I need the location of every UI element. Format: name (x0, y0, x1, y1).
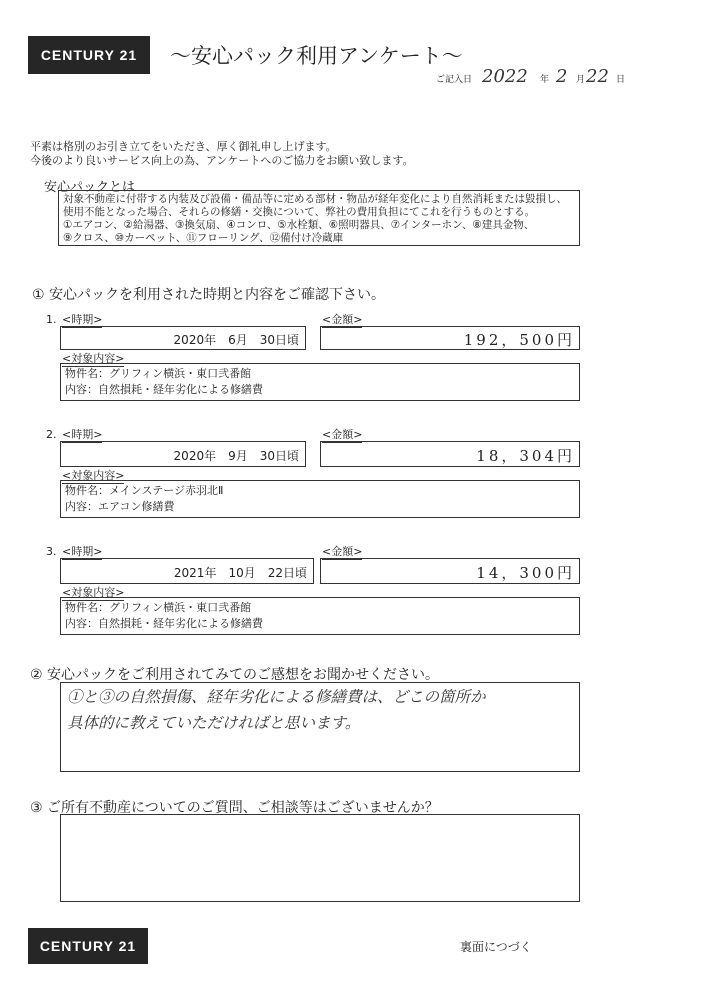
intro-line-1: 平素は格別のお引き立てをいただき、厚く御礼申し上げます。 (30, 140, 337, 153)
q2-answer-box[interactable] (60, 682, 580, 772)
entry-1-target-label: <対象内容> (62, 352, 125, 365)
entry-3-number: 3. (46, 545, 57, 558)
entry-1-amount-box (320, 326, 580, 350)
entry-2-period-label: <時期> (62, 428, 103, 441)
entry-3-target-label: <対象内容> (62, 586, 125, 599)
entry-1-number: 1. (46, 313, 57, 326)
footer-logo: CENTURY 21 (28, 928, 148, 964)
entry-3-amount-label: <金額> (322, 545, 363, 558)
q2-answer-line-2: 具体的に教えていただければと思います。 (67, 714, 361, 732)
entry-2-content: 内容：エアコン修繕費 (65, 500, 175, 513)
q1-heading: ① 安心パックを利用された時期と内容をご確認下さい。 (32, 287, 385, 303)
date-year: 2022 (482, 66, 528, 87)
date-day: 22 (586, 66, 609, 87)
q3-heading: ③ ご所有不動産についてのご質問、ご相談等はございませんか？ (30, 800, 439, 816)
day-unit: 日 (616, 75, 626, 85)
entry-2-target-box (60, 480, 580, 518)
entry-3-content: 内容：自然損耗・経年劣化による修繕費 (65, 617, 263, 630)
entry-1-amount-label: <金額> (322, 313, 363, 326)
entry-3-amount-box (320, 558, 580, 584)
about-box (58, 190, 580, 246)
entry-1-amount: 192，500円 (463, 331, 575, 349)
page-title: ～安心パック利用アンケート～ (170, 44, 463, 68)
year-unit: 年 (540, 75, 550, 85)
entry-2-amount: 18，304円 (476, 447, 575, 465)
q2-heading: ② 安心パックをご利用されてみてのご感想をお聞かせください。 (30, 667, 439, 683)
entry-3-period: 2021年 10月 22日頃 (173, 566, 307, 580)
entry-3-target-box (60, 597, 580, 635)
about-line-2: 使用不能となった場合、それらの修繕・交換について、弊社の費用負担にてこれを行うものとする。 (63, 206, 536, 218)
about-line-3: ①エアコン、②給湯器、③換気扇、④コンロ、⑤水栓類、⑥照明器具、⑦インターホン、⑧建具金物、 (63, 219, 535, 231)
entry-1-target-box (60, 363, 580, 401)
date-label: ご記入日 (436, 75, 473, 85)
date-month: 2 (556, 66, 568, 87)
entry-3-property: 物件名：グリフィン横浜・東口弐番館 (65, 601, 252, 614)
continued-note: 裏面につづく (460, 940, 532, 954)
entry-3-period-box (60, 558, 314, 584)
entry-2-period: 2020年 9月 30日頃 (173, 449, 299, 463)
entry-3-period-label: <時期> (62, 545, 103, 558)
intro-line-2: 今後のより良いサービス向上の為、アンケートへのご協力をお願い致します。 (30, 154, 414, 167)
month-unit: 月 (576, 75, 586, 85)
about-heading: 安心パックとは (44, 180, 136, 195)
q3-answer-box[interactable] (60, 814, 580, 902)
entry-1-content: 内容：自然損耗・経年劣化による修繕費 (65, 383, 263, 396)
entry-2-amount-box (320, 441, 580, 467)
entry-3-amount: 14，300円 (476, 564, 575, 582)
entry-1-period: 2020年 6月 30日頃 (173, 333, 299, 347)
entry-2-amount-label: <金額> (322, 428, 363, 441)
entry-1-period-label: <時期> (62, 313, 103, 326)
entry-1-period-box (60, 326, 306, 350)
entry-1-property: 物件名：グリフィン横浜・東口弐番館 (65, 367, 252, 380)
entry-2-number: 2. (46, 428, 57, 441)
q2-answer-line-1: ①と③の自然損傷、経年劣化による修繕費は、どこの箇所か (67, 688, 486, 706)
entry-2-target-label: <対象内容> (62, 469, 125, 482)
entry-2-property: 物件名：メインステージ赤羽北Ⅱ (65, 484, 224, 497)
entry-date (436, 66, 676, 90)
entry-2-period-box (60, 441, 306, 467)
about-line-1: 対象不動産に付帯する内装及び設備・備品等に定める部材・物品が経年変化により自然消耗または毀損し、 (63, 193, 567, 205)
century21-logo: CENTURY 21 (28, 36, 150, 74)
about-line-4: ⑨クロス、⑩カーペット、⑪フローリング、⑫備付け冷蔵庫 (63, 232, 344, 244)
